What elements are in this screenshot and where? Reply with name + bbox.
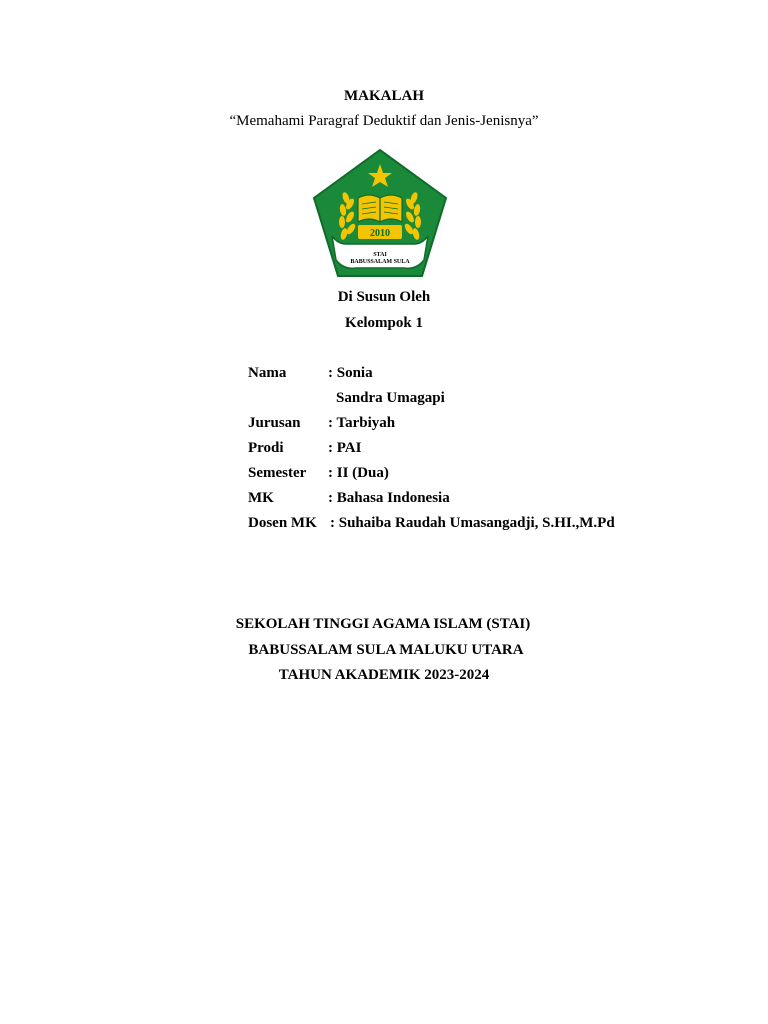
dosen-value: : Suhaiba Raudah Umasangadji, S.HI.,M.Pd: [330, 515, 615, 531]
logo-name-line1: STAI: [373, 252, 387, 258]
doc-subtitle: “Memahami Paragraf Deduktif dan Jenis-Jenisnya”: [229, 113, 539, 129]
prodi-value: : PAI: [328, 440, 362, 456]
academic-year: TAHUN AKADEMIK 2023-2024: [278, 667, 490, 683]
jurusan-value: : Tarbiyah: [328, 415, 396, 431]
nama-value: : Sonia: [328, 365, 373, 381]
jurusan-label: Jurusan: [248, 415, 301, 431]
group-label: Kelompok 1: [345, 315, 423, 331]
doc-title: MAKALAH: [344, 88, 424, 104]
institution-line1: SEKOLAH TINGGI AGAMA ISLAM (STAI): [235, 616, 531, 632]
mk-value: : Bahasa Indonesia: [328, 490, 450, 506]
logo-year-text: 2010: [370, 228, 390, 239]
semester-label: Semester: [248, 465, 307, 481]
dosen-label: Dosen MK: [248, 515, 317, 531]
nama-label: Nama: [248, 365, 287, 381]
semester-value: : II (Dua): [328, 465, 389, 481]
logo-name-line2: BABUSSALAM SULA: [350, 259, 410, 265]
institution-line2: BABUSSALAM SULA MALUKU UTARA: [248, 642, 524, 658]
prepared-by: Di Susun Oleh: [337, 289, 431, 305]
mk-label: MK: [248, 490, 274, 506]
stai-logo: [312, 148, 448, 278]
nama-value-2: Sandra Umagapi: [336, 390, 445, 406]
book-icon: [358, 195, 402, 222]
prodi-label: Prodi: [248, 440, 284, 456]
